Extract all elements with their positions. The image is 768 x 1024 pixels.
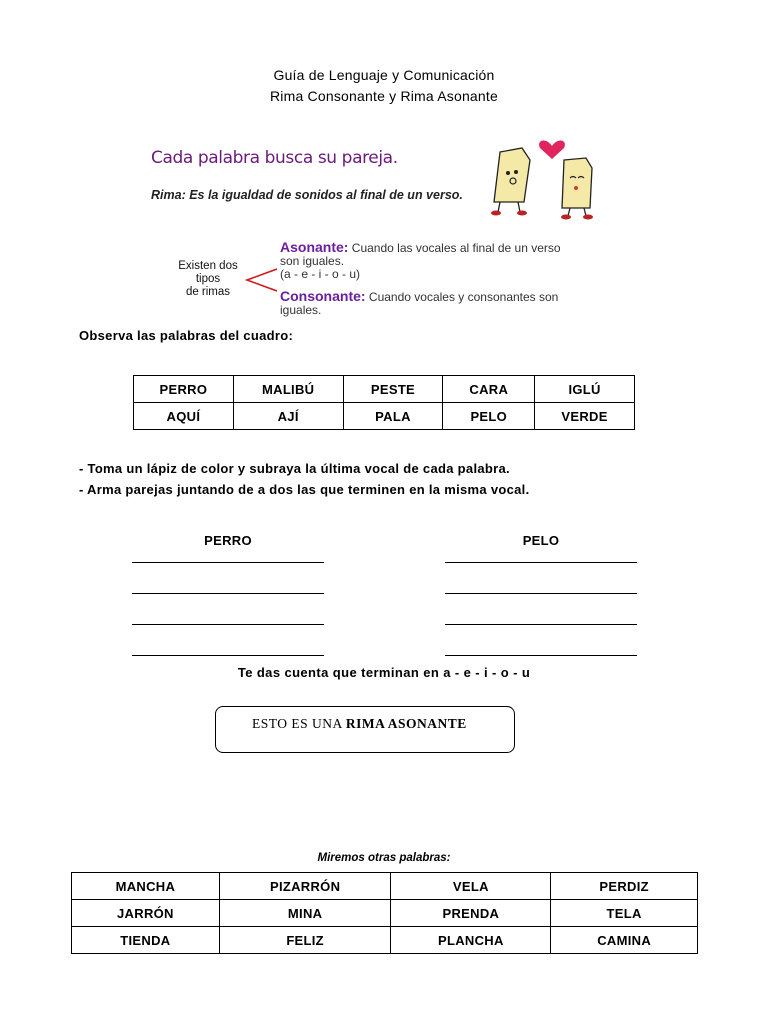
pairs-left-head: PERRO <box>204 533 252 548</box>
consonante-text1: Cuando vocales y consonantes son <box>365 290 559 304</box>
table-row <box>72 900 698 927</box>
word-table-2 <box>71 872 698 954</box>
table-cell: PERDIZ <box>551 873 698 900</box>
existen-line1: Existen dos <box>178 260 238 272</box>
answer-line-right-3 <box>445 624 637 625</box>
cartoon-papers-illustration <box>480 128 610 228</box>
table-row <box>72 927 698 954</box>
doc-title-line1: Guía de Lenguaje y Comunicación <box>273 67 495 83</box>
rima-definition: Rima: Es la igualdad de sonidos al final de un verso. <box>151 188 463 202</box>
asonante-text1: Cuando las vocales al final de un verso <box>348 241 561 255</box>
table-cell: TELA <box>551 900 698 927</box>
table-cell: JARRÓN <box>72 900 220 927</box>
answer-line-right-1 <box>445 562 637 563</box>
callout-text <box>215 716 513 732</box>
consonante-definition <box>280 290 558 317</box>
callout-emph: RIMA ASONANTE <box>345 716 467 731</box>
observa-heading: Observa las palabras del cuadro: <box>79 328 294 343</box>
doc-title-line2: Rima Consonante y Rima Asonante <box>270 88 498 104</box>
table-cell: PLANCHA <box>391 927 551 954</box>
answer-line-left-3 <box>132 624 324 625</box>
asonante-text3: (a - e - i - o - u) <box>280 267 361 281</box>
table-row <box>134 376 635 403</box>
table-cell: PERRO <box>134 376 234 403</box>
miremos-heading: Miremos otras palabras: <box>317 852 451 864</box>
consonante-text2: iguales. <box>280 303 322 317</box>
table-cell: TIENDA <box>72 927 220 954</box>
table-row <box>134 403 635 430</box>
table-cell: MALIBÚ <box>233 376 343 403</box>
answer-line-left-2 <box>132 593 324 594</box>
table-cell: AJÍ <box>233 403 343 430</box>
te-das-cuenta: Te das cuenta que terminan en a - e - i - o - u <box>237 665 531 680</box>
table-cell: FELIZ <box>219 927 391 954</box>
answer-line-left-4 <box>132 655 324 656</box>
pairs-right-head: PELO <box>522 533 560 548</box>
existen-line3: de rimas <box>185 286 231 298</box>
asonante-term: Asonante: <box>280 239 349 255</box>
heart-icon <box>539 140 565 159</box>
answer-line-left-1 <box>132 562 324 563</box>
table-cell: PESTE <box>343 376 443 403</box>
table-cell: PALA <box>343 403 443 430</box>
callout-prefix: ESTO ES UNA <box>252 716 346 731</box>
table-cell: CAMINA <box>551 927 698 954</box>
table-cell: VELA <box>391 873 551 900</box>
instruction-line2: - Arma parejas juntando de a dos las que terminen en la misma vocal. <box>79 482 530 497</box>
table-cell: MINA <box>219 900 391 927</box>
asonante-definition <box>280 241 561 281</box>
table-cell: MANCHA <box>72 873 220 900</box>
instruction-line1: - Toma un lápiz de color y subraya la última vocal de cada palabra. <box>79 461 510 476</box>
table-cell: CARA <box>443 376 535 403</box>
answer-line-right-4 <box>445 655 637 656</box>
table-cell: PRENDA <box>391 900 551 927</box>
asonante-text2: son iguales. <box>280 254 345 268</box>
table-cell: IGLÚ <box>535 376 635 403</box>
consonante-term: Consonante: <box>280 288 366 304</box>
answer-line-right-2 <box>445 593 637 594</box>
intro-headline: Cada palabra busca su pareja. <box>151 148 398 168</box>
table-cell: AQUÍ <box>134 403 234 430</box>
table-row <box>72 873 698 900</box>
table-cell: PELO <box>443 403 535 430</box>
word-table-1 <box>133 375 635 430</box>
existen-label <box>163 260 253 299</box>
table-cell: PIZARRÓN <box>219 873 391 900</box>
table-cell: VERDE <box>535 403 635 430</box>
existen-line2: tipos <box>195 273 221 285</box>
arrow-bracket-icon <box>243 266 279 294</box>
